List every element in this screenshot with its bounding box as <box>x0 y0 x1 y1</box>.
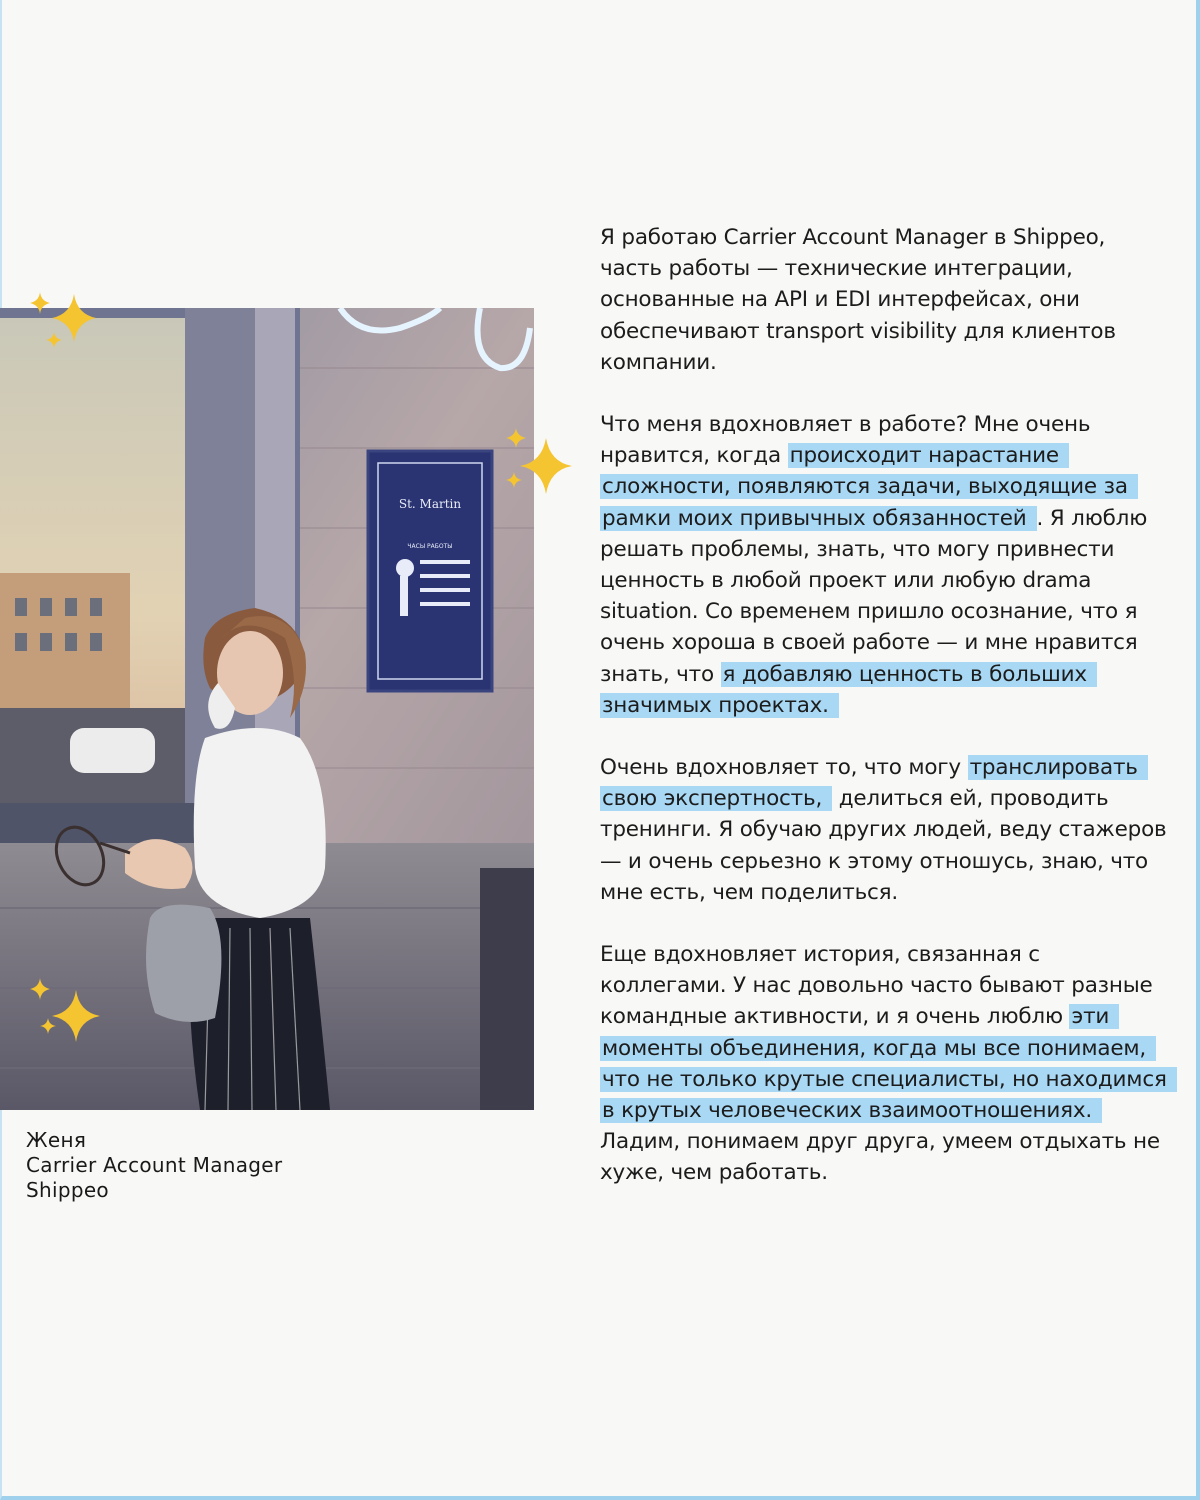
paragraph-2 <box>600 409 1170 721</box>
paragraph-2-text-b: . Я люблю решать проблемы, знать, что могу привнести ценность в любой проект или любую drama situation. Со временем пришло осознание, что я очень хороша в своей работе — и мне нравится знать, что <box>600 505 1148 687</box>
paragraph-3-text-a: Очень вдохновляет то, что могу <box>600 755 968 781</box>
sign-subtitle: ЧАСЫ РАБОТЫ <box>407 543 453 550</box>
sparkles-icon <box>22 288 104 360</box>
paragraph-1: Я работаю Carrier Account Manager в Shippeo, часть работы — технические интеграции, основанные на API и EDI интерфейсах, они обеспечивают transport visibility для клиентов компании. <box>600 225 1116 375</box>
highlight-2: я добавляю ценность в больших значимых проектах. <box>600 662 1097 718</box>
sparkles-icon <box>500 424 582 504</box>
paragraph-4-text-a: Еще вдохновляет история, связанная с коллегами. У нас довольно часто бывают разные командные активности, и я очень люблю <box>600 942 1153 1030</box>
sparkles-icon <box>24 974 106 1048</box>
caption-company: Shippeo <box>26 1178 109 1202</box>
paragraph-3 <box>600 752 1170 908</box>
photo-caption <box>26 1128 282 1203</box>
paragraph-4-text-b: Ладим, понимаем друг друга, умеем отдыхать не хуже, чем работать. <box>600 1129 1160 1186</box>
highlight-1: происходит нарастание сложности, появляются задачи, выходящие за рамки моих привычных обязанностей <box>600 443 1138 530</box>
paragraph-4 <box>600 939 1170 1189</box>
article-text <box>600 222 1170 1220</box>
caption-name: Женя <box>26 1128 87 1152</box>
highlight-4: эти моменты объединения, когда мы все понимаем, что не только крутые специалисты, но находимся в крутых человеческих взаимоотношениях. <box>600 1004 1177 1123</box>
paragraph-2-text-a: Что меня вдохновляет в работе? Мне очень нравится, когда <box>600 412 1091 469</box>
sign-title: St. Martin <box>398 497 462 511</box>
caption-role: Carrier Account Manager <box>26 1153 283 1177</box>
paragraph-3-text-b: делиться ей, проводить тренинги. Я обучаю других людей, веду стажеров — и очень серьезно к этому отношусь, знаю, что мне есть, чем поделиться. <box>600 786 1167 905</box>
highlight-3: транслировать свою экспертность, <box>600 755 1148 811</box>
